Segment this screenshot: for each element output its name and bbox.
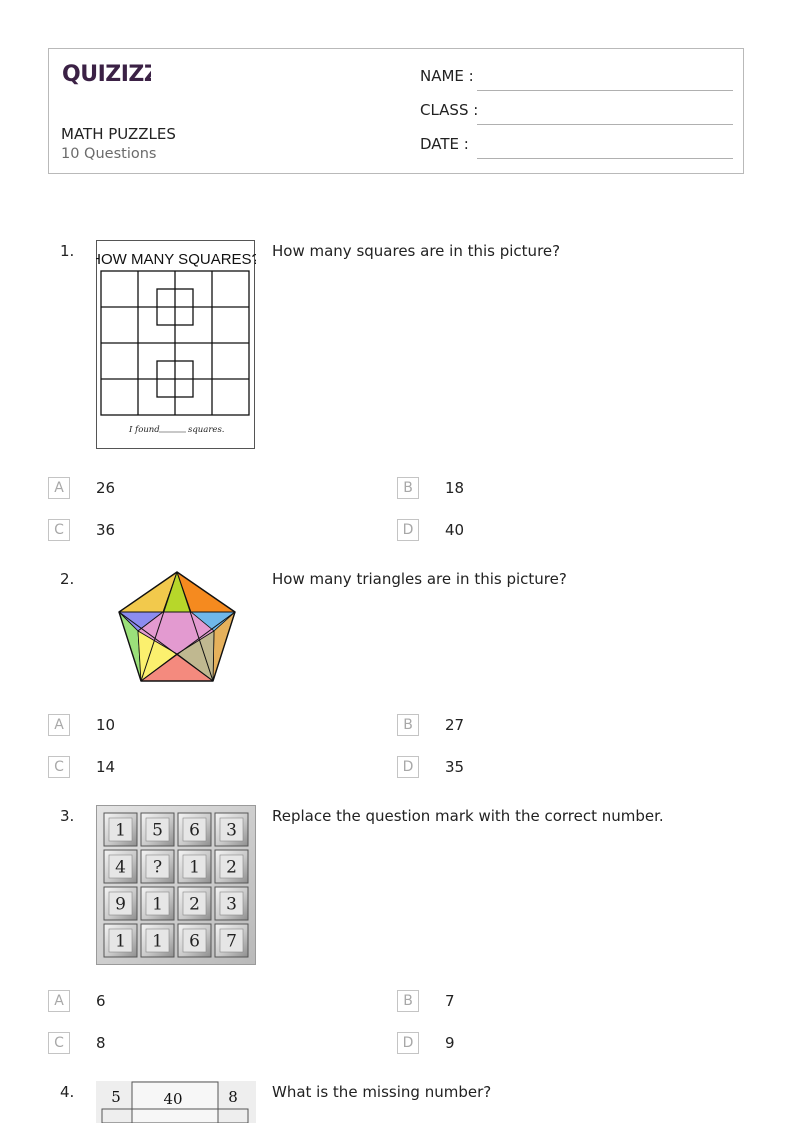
question-text: Replace the question mark with the correct number. [272,807,664,825]
name-line[interactable] [477,90,733,91]
date-field[interactable] [420,135,733,159]
worksheet-header [48,48,744,174]
option-c[interactable] [48,1032,348,1058]
number-tile-value: ? [152,857,163,878]
number-tile-value: 5 [152,820,163,841]
option-letter: D [397,519,419,541]
option-value: 27 [445,716,465,734]
name-field[interactable] [420,67,733,91]
class-line[interactable] [477,124,733,125]
number-tile-value: 1 [152,894,163,915]
squares-puzzle-image [96,240,256,454]
option-value: 9 [445,1034,455,1052]
option-b[interactable] [397,714,697,740]
option-value: 26 [96,479,116,497]
number-tile-value: 3 [226,894,237,915]
question-number: 2. [60,570,75,588]
number-tile-value: 1 [115,931,126,952]
option-value: 14 [96,758,116,776]
quizizz-logo [61,59,151,91]
number-tile-value: 6 [189,931,200,952]
number-tile-value: 2 [189,894,200,915]
question-text: What is the missing number? [272,1083,492,1101]
class-label: CLASS : [420,101,479,119]
name-label: NAME : [420,67,474,85]
number-tile-value: 1 [115,820,126,841]
option-value: 18 [445,479,465,497]
option-letter: B [397,477,419,499]
option-value: 6 [96,992,106,1010]
missing-number-image [96,1081,256,1127]
option-a[interactable] [48,990,348,1016]
svg-text:5: 5 [111,1088,121,1106]
option-value: 35 [445,758,465,776]
option-letter: B [397,990,419,1012]
number-tile-value: 6 [189,820,200,841]
number-tile-value: 9 [115,894,126,915]
number-tile-value: 7 [226,931,237,952]
option-value: 36 [96,521,116,539]
svg-text:I found: I found [129,425,160,435]
number-tile-value: 3 [226,820,237,841]
number-grid-image [96,805,256,969]
option-d[interactable] [397,756,697,782]
question-number: 3. [60,807,75,825]
option-b[interactable] [397,990,697,1016]
option-c[interactable] [48,519,348,545]
question-number: 4. [60,1083,75,1101]
option-d[interactable] [397,1032,697,1058]
question-number: 1. [60,242,75,260]
date-label: DATE : [420,135,469,153]
option-a[interactable] [48,714,348,740]
number-tile-value: 1 [189,857,200,878]
worksheet-title: MATH PUZZLES [61,125,176,143]
option-value: 7 [445,992,455,1010]
question-count: 10 Questions [61,146,157,162]
option-value: 10 [96,716,116,734]
option-value: 8 [96,1034,106,1052]
option-a[interactable] [48,477,348,503]
svg-text:40: 40 [163,1090,183,1108]
option-b[interactable] [397,477,697,503]
date-line[interactable] [477,158,733,159]
option-letter: B [397,714,419,736]
option-letter: C [48,1032,70,1054]
number-tile-value: 1 [152,931,163,952]
svg-text:HOW MANY SQUARES?: HOW MANY SQUARES? [96,251,256,268]
option-letter: A [48,990,70,1012]
number-tile-value: 4 [115,857,126,878]
option-letter: D [397,756,419,778]
pentagon-star-image [116,570,238,688]
question-text: How many triangles are in this picture? [272,570,567,588]
svg-text:squares.: squares. [188,425,225,435]
option-letter: C [48,756,70,778]
option-letter: C [48,519,70,541]
option-letter: D [397,1032,419,1054]
number-tile-value: 2 [226,857,237,878]
option-value: 40 [445,521,465,539]
question-text: How many squares are in this picture? [272,242,561,260]
option-c[interactable] [48,756,348,782]
class-field[interactable] [420,101,733,125]
svg-text:QUIZIZZ: QUIZIZZ [62,62,151,87]
option-letter: A [48,477,70,499]
option-d[interactable] [397,519,697,545]
svg-text:8: 8 [228,1088,238,1106]
option-letter: A [48,714,70,736]
